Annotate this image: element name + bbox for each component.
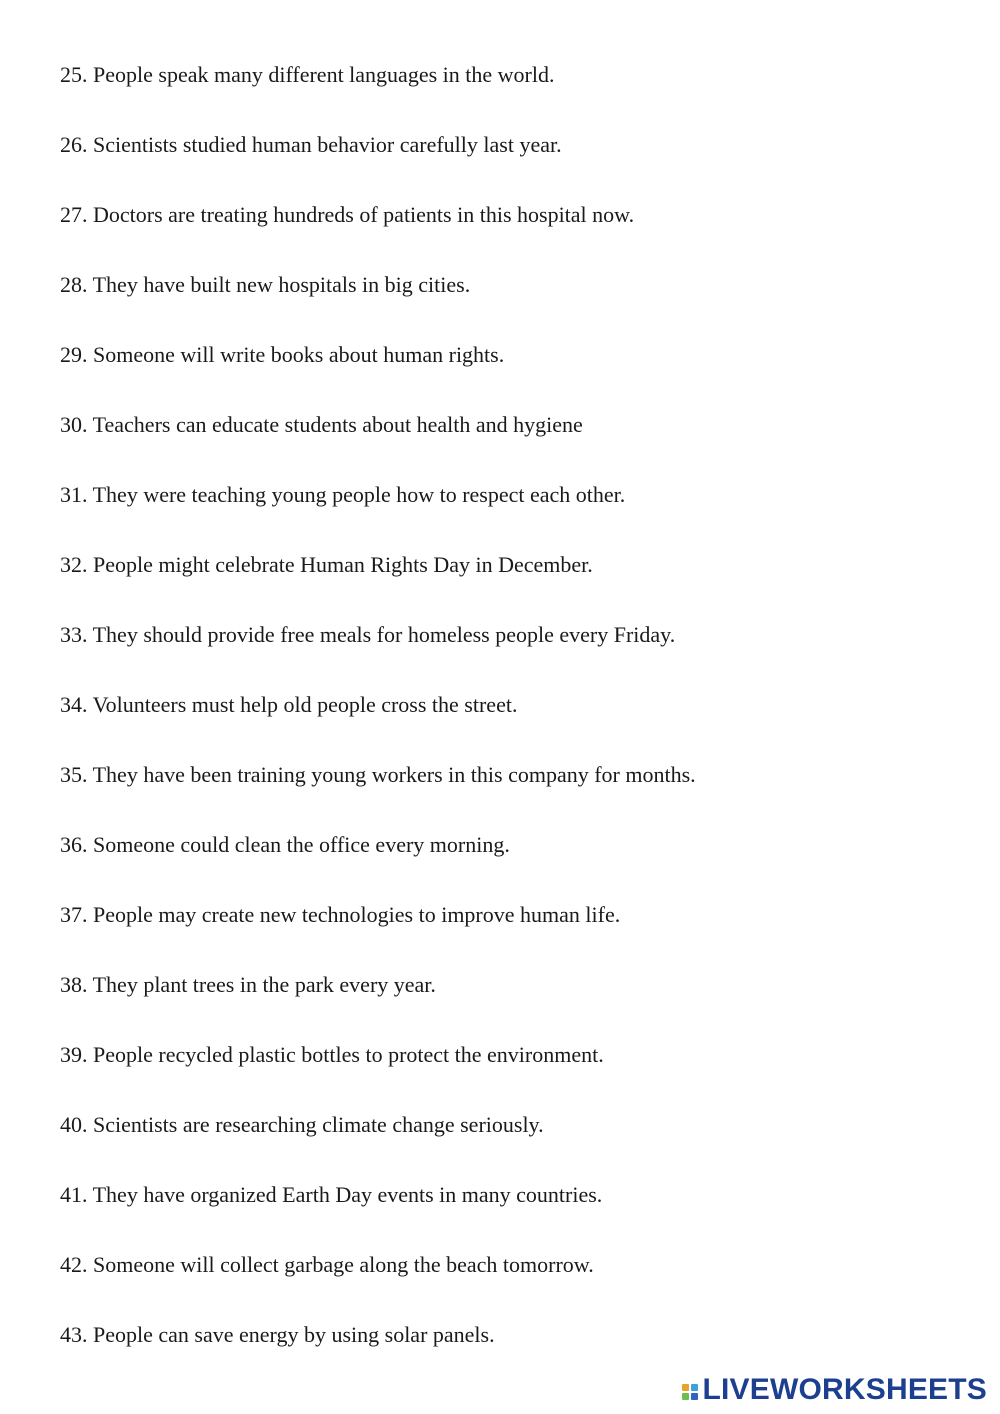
sentence-text: Scientists studied human behavior carefully last year. — [93, 132, 562, 157]
sentence-number: 32. — [60, 552, 88, 577]
sentence-text: Volunteers must help old people cross the street. — [92, 692, 518, 717]
sentence-number: 29. — [60, 342, 88, 367]
sentence-number: 42. — [60, 1252, 88, 1277]
sentence-text: Doctors are treating hundreds of patients in this hospital now. — [93, 202, 635, 227]
sentence-number: 26. — [60, 132, 88, 157]
sentence-item — [60, 1181, 960, 1251]
sentence-text: Scientists are researching climate change seriously. — [93, 1112, 544, 1137]
sentence-item — [60, 1251, 960, 1321]
sentence-item — [60, 621, 960, 691]
sentence-number: 30. — [60, 412, 88, 437]
sentence-number: 40. — [60, 1112, 88, 1137]
sentence-number: 41. — [60, 1182, 88, 1207]
sentence-item — [60, 61, 960, 131]
logo-square-4 — [691, 1393, 698, 1400]
sentence-text: They were teaching young people how to respect each other. — [92, 482, 626, 507]
logo-square-3 — [682, 1393, 689, 1400]
sentence-text: Teachers can educate students about health and hygiene — [92, 412, 583, 437]
sentence-item — [60, 551, 960, 621]
sentence-item — [60, 971, 960, 1041]
sentence-item — [60, 901, 960, 971]
sentence-text: People may create new technologies to improve human life. — [93, 902, 621, 927]
sentence-text: People speak many different languages in the world. — [93, 62, 555, 87]
sentence-text: They plant trees in the park every year. — [92, 972, 436, 997]
sentence-text: They should provide free meals for homeless people every Friday. — [92, 622, 676, 647]
sentence-number: 33. — [60, 622, 88, 647]
sentence-number: 35. — [60, 762, 88, 787]
liveworksheets-logo — [682, 1374, 988, 1406]
sentence-item — [60, 1041, 960, 1111]
sentence-number: 36. — [60, 832, 88, 857]
sentence-item — [60, 481, 960, 551]
sentence-text: They have built new hospitals in big cities. — [92, 272, 471, 297]
sentence-number: 25. — [60, 62, 88, 87]
sentence-text: They have organized Earth Day events in many countries. — [92, 1182, 603, 1207]
liveworksheets-logo-icon — [682, 1384, 698, 1400]
sentence-number: 31. — [60, 482, 88, 507]
sentence-number: 27. — [60, 202, 88, 227]
sentence-text: People can save energy by using solar panels. — [93, 1322, 495, 1347]
sentence-number: 34. — [60, 692, 88, 717]
sentence-text: People recycled plastic bottles to protect the environment. — [93, 1042, 604, 1067]
sentence-number: 28. — [60, 272, 88, 297]
sentence-text: People might celebrate Human Rights Day in December. — [93, 552, 593, 577]
sentence-item — [60, 831, 960, 901]
brand-name: LIVEWORKSHEETS — [702, 1373, 987, 1406]
logo-square-1 — [682, 1384, 689, 1391]
sentence-item — [60, 761, 960, 831]
sentence-item — [60, 201, 960, 271]
sentence-number: 37. — [60, 902, 88, 927]
sentence-item — [60, 411, 960, 481]
sentence-number: 43. — [60, 1322, 88, 1347]
sentence-list — [60, 61, 960, 1391]
sentence-item — [60, 1111, 960, 1181]
sentence-text: They have been training young workers in this company for months. — [92, 762, 696, 787]
sentence-item — [60, 271, 960, 341]
sentence-item — [60, 691, 960, 761]
sentence-number: 38. — [60, 972, 88, 997]
sentence-number: 39. — [60, 1042, 88, 1067]
sentence-text: Someone will collect garbage along the beach tomorrow. — [93, 1252, 594, 1277]
sentence-text: Someone could clean the office every morning. — [93, 832, 510, 857]
logo-square-2 — [691, 1384, 698, 1391]
sentence-text: Someone will write books about human rights. — [93, 342, 505, 367]
sentence-item — [60, 131, 960, 201]
sentence-item — [60, 341, 960, 411]
